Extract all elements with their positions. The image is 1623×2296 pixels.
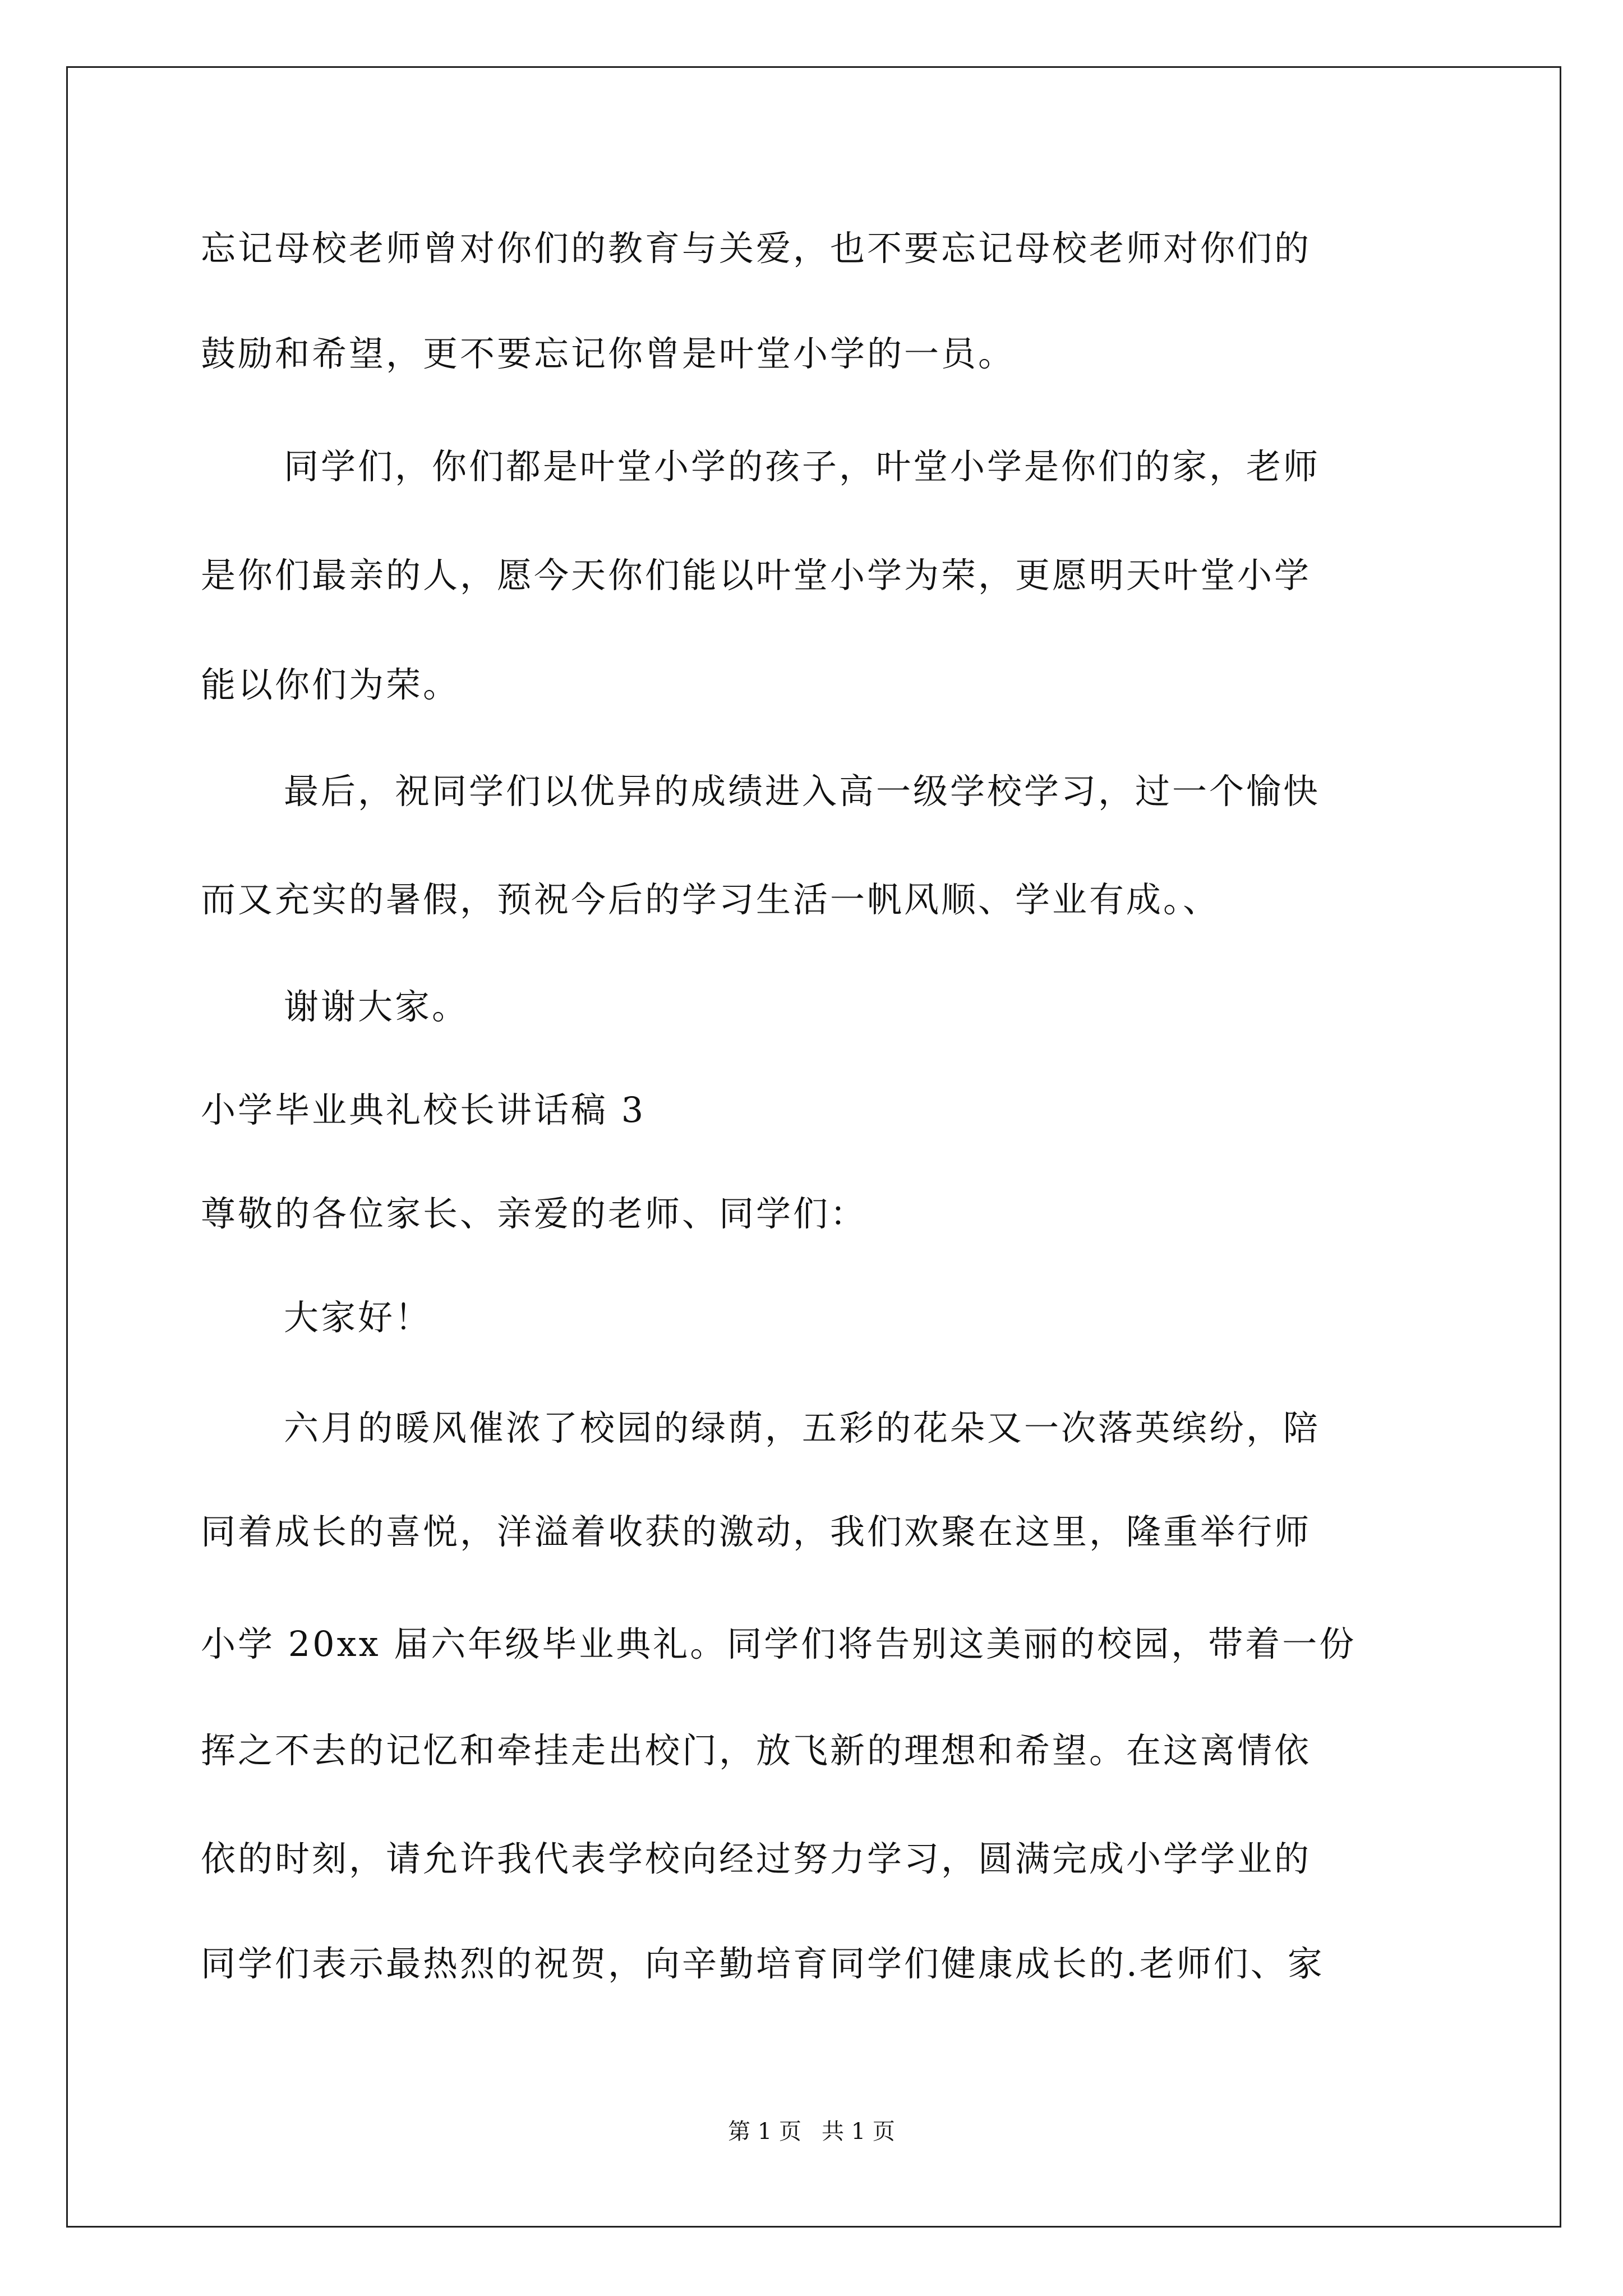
- text-line: 能以你们为荣。: [201, 664, 460, 705]
- text-line: 六月的暖风催浓了校园的绿荫，五彩的花朵又一次落英缤纷，陪: [284, 1407, 1321, 1448]
- salutation: 尊敬的各位家长、亲爱的老师、同学们：: [201, 1193, 868, 1234]
- greeting: 大家好！: [284, 1297, 432, 1338]
- page-count: 共 1 页: [822, 2119, 895, 2145]
- page-number: 第 1 页: [728, 2119, 801, 2145]
- text-line: 同着成长的喜悦，洋溢着收获的激动，我们欢聚在这里，隆重举行师: [201, 1511, 1312, 1552]
- page-border: [66, 66, 1561, 2228]
- text-line: 而又充实的暑假，预祝今后的学习生活一帆风顺、学业有成。、: [201, 879, 1220, 920]
- text-line: 是你们最亲的人，愿今天你们能以叶堂小学为荣，更愿明天叶堂小学: [201, 555, 1312, 596]
- text-line: 小学 20xx 届六年级毕业典礼。同学们将告别这美丽的校园，带着一份: [201, 1623, 1357, 1664]
- text-line: 忘记母校老师曾对你们的教育与关爱，也不要忘记母校老师对你们的: [201, 228, 1312, 269]
- text-line: 鼓励和希望，更不要忘记你曾是叶堂小学的一员。: [201, 333, 1016, 374]
- text-line: 最后，祝同学们以优异的成绩进入高一级学校学习，过一个愉快: [284, 771, 1321, 812]
- text-line: 挥之不去的记忆和牵挂走出校门，放飞新的理想和希望。在这离情依: [201, 1730, 1312, 1771]
- text-line: 依的时刻，请允许我代表学校向经过努力学习，圆满完成小学学业的: [201, 1838, 1312, 1879]
- text-line: 同学们，你们都是叶堂小学的孩子，叶堂小学是你们的家，老师: [284, 446, 1321, 487]
- page-footer: [0, 2120, 1623, 2143]
- section-heading: 小学毕业典礼校长讲话稿 3: [201, 1089, 646, 1130]
- text-line: 同学们表示最热烈的祝贺，向辛勤培育同学们健康成长的.老师们、家: [201, 1943, 1325, 1984]
- text-line: 谢谢大家。: [284, 986, 469, 1027]
